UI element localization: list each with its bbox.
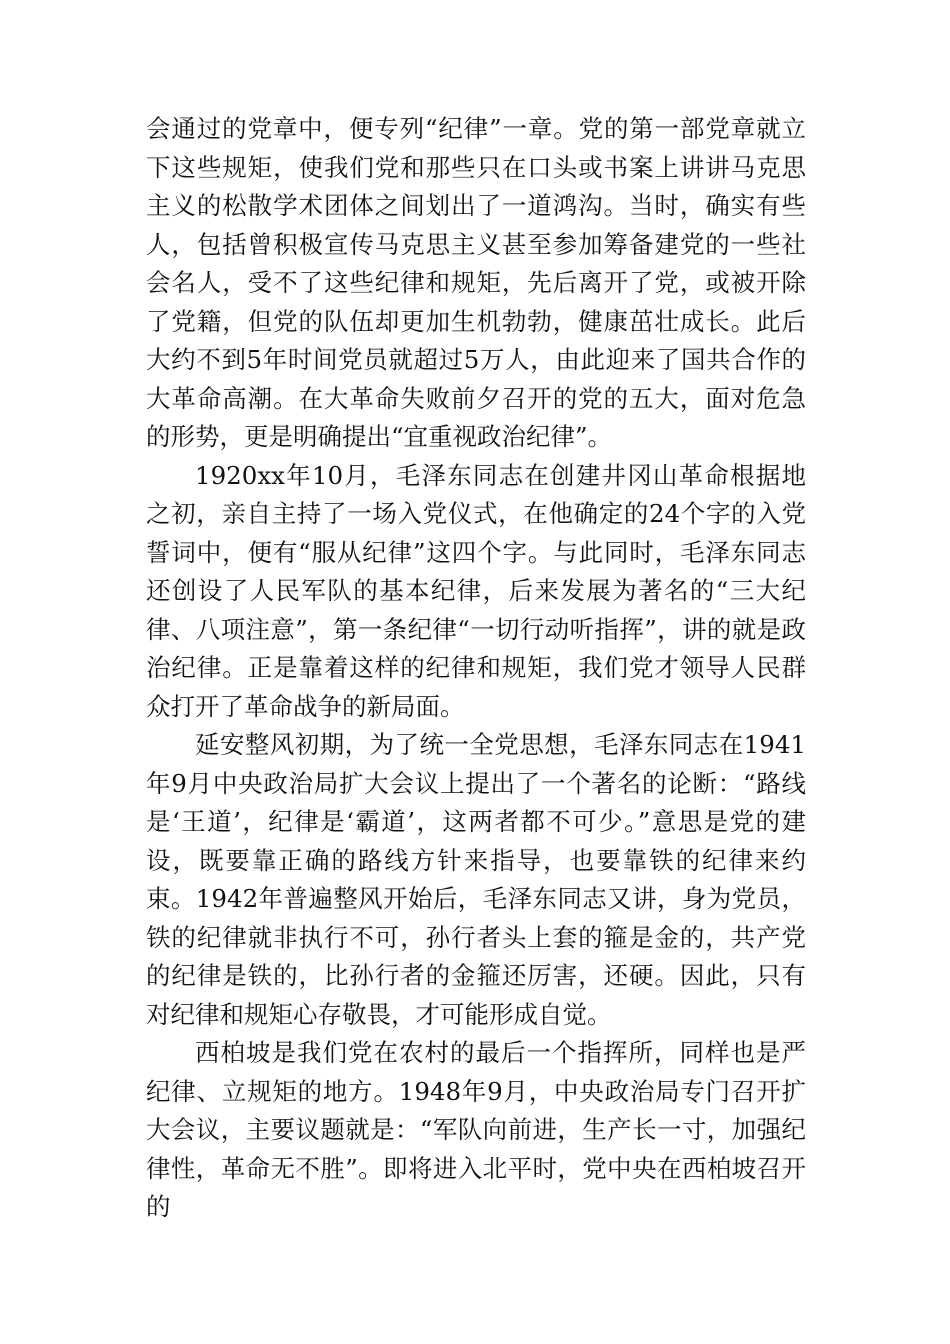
document-body (146, 110, 806, 1227)
paragraph-xibaipo: 西柏坡是我们党在农村的最后一个指挥所，同样也是严纪律、立规矩的地方。1948年9月，中央政治局专门召开扩大会议，主要议题就是：“军队向前进，生产长一寸，加强纪律性，革命无不胜”。即将进入北平时，党中央在西柏坡召开的 (146, 1038, 806, 1221)
paragraph-yanan: 延安整风初期，为了统一全党思想，毛泽东同志在1941年9月中央政治局扩大会议上提出了一个著名的论断：“路线是‘王道’，纪律是‘霸道’，这两者都不可少。”意思是党的建设，既要靠正确的路线方针来指导，也要靠铁的纪律来约束。1942年普遍整风开始后，毛泽东同志又讲，身为党员，铁的纪律就非执行不可，孙行者头上套的箍是金的，共产党的纪律是铁的，比孙行者的金箍还厉害，还硬。因此，只有对纪律和规矩心存敬畏，才可能形成自觉。 (146, 730, 806, 1029)
paragraph-jinggangshan: 1920xx年10月，毛泽东同志在创建井冈山革命根据地之初，亲自主持了一场入党仪式，在他确定的24个字的入党誓词中，便有“服从纪律”这四个字。与此同时，毛泽东同志还创设了人民军队的基本纪律，后来发展为著名的“三大纪律、八项注意”，第一条纪律“一切行动听指挥”，讲的就是政治纪律。正是靠着这样的纪律和规矩，我们党才领导人民群众打开了革命战争的新局面。 (146, 460, 806, 721)
paragraph-continued: 会通过的党章中，便专列“纪律”一章。党的第一部党章就立下这些规矩，使我们党和那些只在口头或书案上讲讲马克思主义的松散学术团体之间划出了一道鸿沟。当时，确实有些人，包括曾积极宣传马克思主义甚至参加筹备建党的一些社会名人，受不了这些纪律和规矩，先后离开了党，或被开除了党籍，但党的队伍却更加生机勃勃，健康茁壮成长。此后大约不到5年时间党员就超过5万人，由此迎来了国共合作的大革命高潮。在大革命失败前夕召开的党的五大，面对危急的形势，更是明确提出“宜重视政治纪律”。 (146, 114, 806, 451)
